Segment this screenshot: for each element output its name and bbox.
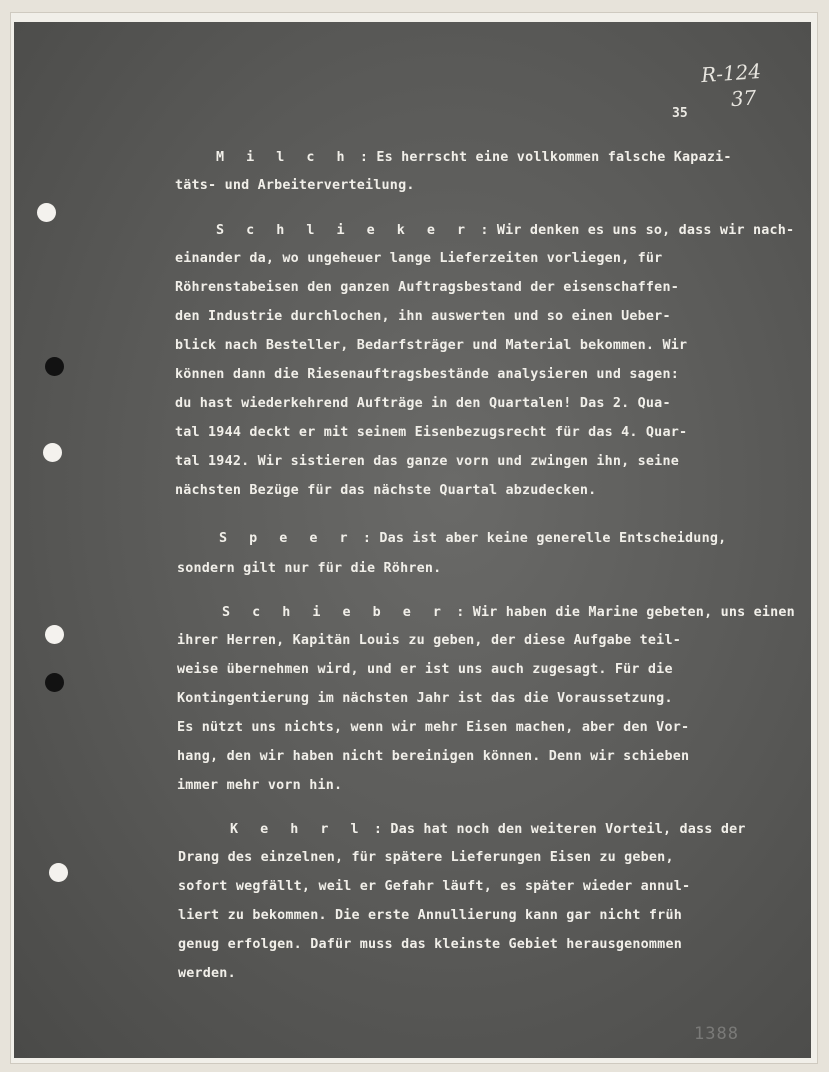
punch-hole (43, 443, 62, 462)
handwritten-reference (700, 58, 763, 114)
punch-hole (49, 863, 68, 882)
paragraph-schieber-line-2: ihrer Herren, Kapitän Louis zu geben, der diese Aufgabe teil- (177, 633, 681, 648)
paragraph-kehrl-line-2: Drang des einzelnen, für spätere Lieferungen Eisen zu geben, (178, 850, 674, 865)
punch-hole (45, 625, 64, 644)
paragraph-kehrl-line-1: K e h r l : Das hat noch den weiteren Vorteil, dass der (230, 822, 746, 837)
punch-hole (37, 203, 56, 222)
speaker-name: K e h r l (230, 822, 366, 837)
page-number: 35 (672, 106, 688, 121)
paragraph-schlieker-line-8: tal 1944 deckt er mit seinem Eisenbezugsrecht für das 4. Quar- (175, 425, 688, 440)
paragraph-schlieker-line-1: S c h l i e k e r : Wir denken es uns so, dass wir nach- (216, 223, 795, 238)
punch-hole (45, 357, 64, 376)
speech-text: Wir haben die Marine gebeten, uns einen (472, 605, 795, 620)
paragraph-schieber-line-5: Es nützt uns nichts, wenn wir mehr Eisen machen, aber den Vor- (177, 720, 690, 735)
paragraph-schieber-line-6: hang, den wir haben nicht bereinigen können. Denn wir schieben (177, 749, 690, 764)
speech-text: Das hat noch den weiteren Vorteil, dass der (390, 822, 746, 837)
paragraph-schieber-line-3: weise übernehmen wird, und er ist uns auch zugesagt. Für die (177, 662, 673, 677)
paragraph-kehrl-line-3: sofort wegfällt, weil er Gefahr läuft, es später wieder annul- (178, 879, 691, 894)
paragraph-schieber-line-1: S c h i e b e r : Wir haben die Marine gebeten, uns einen (222, 605, 795, 620)
paragraph-schieber-line-7: immer mehr vorn hin. (177, 778, 343, 793)
paragraph-schlieker-line-4: den Industrie durchlochen, ihn auswerten und so einen Ueber- (175, 309, 671, 324)
speaker-name: M i l c h (216, 150, 352, 165)
speaker-name: S c h l i e k e r (216, 223, 473, 238)
paragraph-schlieker-line-9: tal 1942. Wir sistieren das ganze vorn und zwingen ihn, seine (175, 454, 679, 469)
paragraph-kehrl-line-6: werden. (178, 966, 236, 981)
paragraph-kehrl-line-5: genug erfolgen. Dafür muss das kleinste Gebiet herausgenommen (178, 937, 682, 952)
paragraph-speer-line-1: S p e e r : Das ist aber keine generelle Entscheidung, (219, 531, 727, 546)
speaker-name: S c h i e b e r (222, 605, 448, 620)
paragraph-schlieker-line-7: du hast wiederkehrend Aufträge in den Quartalen! Das 2. Qua- (175, 396, 671, 411)
paragraph-kehrl-line-4: liert zu bekommen. Die erste Annullierung kann gar nicht früh (178, 908, 682, 923)
stamp-number: 1388 (694, 1024, 739, 1044)
paragraph-schieber-line-4: Kontingentierung im nächsten Jahr ist das die Voraussetzung. (177, 691, 673, 706)
paragraph-schlieker-line-2: einander da, wo ungeheuer lange Lieferzeiten vorliegen, für (175, 251, 663, 266)
punch-hole (45, 673, 64, 692)
paragraph-schlieker-line-3: Röhrenstabeisen den ganzen Auftragsbestand der eisenschaffen- (175, 280, 679, 295)
paragraph-speer-line-2: sondern gilt nur für die Röhren. (177, 561, 442, 576)
paragraph-schlieker-line-5: blick nach Besteller, Bedarfsträger und Material bekommen. Wir (175, 338, 688, 353)
speech-text: Wir denken es uns so, dass wir nach- (496, 223, 795, 238)
paragraph-milch-line-1: M i l c h : Es herrscht eine vollkommen falsche Kapazi- (216, 150, 732, 165)
speaker-name: S p e e r (219, 531, 355, 546)
paragraph-schlieker-line-6: können dann die Riesenauftragsbestände analysieren und sagen: (175, 367, 679, 382)
reference-line-2: 37 (730, 85, 758, 112)
paragraph-schlieker-line-10: nächsten Bezüge für das nächste Quartal abzudecken. (175, 483, 597, 498)
speech-text: Das ist aber keine generelle Entscheidung, (379, 531, 727, 546)
reference-line-1: R-124 (700, 58, 762, 88)
paragraph-milch-line-2: täts- und Arbeiterverteilung. (175, 178, 415, 193)
document-sheet (14, 22, 811, 1058)
speech-text: Es herrscht eine vollkommen falsche Kapazi- (376, 150, 732, 165)
